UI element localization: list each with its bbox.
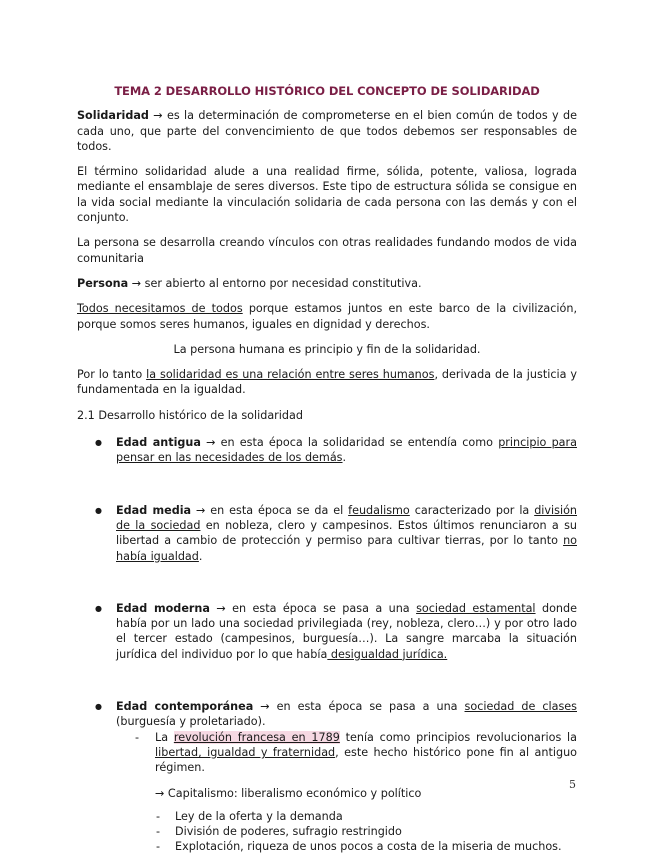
body-text: en esta época se da el <box>205 503 349 517</box>
body-text: tenía como principios revolucionarios la <box>339 730 577 744</box>
highlighted-text: revolución francesa en 1789 <box>173 730 340 744</box>
dash-list <box>116 730 577 776</box>
arrow-icon: → <box>216 601 226 615</box>
body-text: en esta época se pasa a una <box>269 700 465 714</box>
paragraph-todos <box>77 301 577 332</box>
body-text: Por lo tanto <box>77 368 147 382</box>
arrow-icon: → <box>260 700 270 714</box>
body-text: , este hecho histórico pone fin al antiguo régimen. <box>155 745 578 775</box>
era-contemporanea <box>77 699 577 855</box>
era-term: Edad antigua <box>116 436 201 450</box>
body-text: . <box>198 549 203 563</box>
body-text: , derivada de la justicia y fundamentada en la igualdad. <box>77 368 577 397</box>
arrow-icon: → <box>206 436 216 450</box>
body-text: . <box>342 451 347 465</box>
era-term: Edad contemporánea <box>116 700 254 714</box>
underlined-text: Todos necesitamos de todos <box>77 302 243 316</box>
body-text: en esta época se pasa a una <box>225 601 417 615</box>
arrow-icon: → <box>196 503 206 517</box>
era-term: Edad media <box>116 503 192 517</box>
definition-text: es la determinación de comprometerse en el bien común de todos y de cada uno, que parte del convencimiento de que todos debemos ser responsables de todos. <box>77 109 577 153</box>
body-text: porque estamos juntos en este barco de la civilización, porque somos seres humanos, iguales en dignidad y derechos. <box>77 302 578 331</box>
underlined-text: no había igualdad <box>116 534 577 563</box>
era-antigua <box>77 435 577 466</box>
page-title: TEMA 2 DESARROLLO HISTÓRICO DEL CONCEPTO DE SOLIDARIDAD <box>114 84 540 98</box>
centered-statement: La persona humana es principio y fin de la solidaridad. <box>173 342 481 356</box>
underlined-text: división de la sociedad <box>116 503 577 532</box>
section-heading: 2.1 Desarrollo histórico de la solidaridad <box>77 408 303 422</box>
paragraph-persona <box>77 276 577 291</box>
list-item: - Ley de la oferta y la demanda <box>155 809 577 824</box>
underlined-text: sociedad estamental <box>416 601 536 615</box>
term-solidaridad: Solidaridad <box>77 109 149 123</box>
dash-item-revolucion <box>116 730 577 776</box>
era-moderna <box>77 601 577 662</box>
paragraph-termino: El término solidaridad alude a una realidad firme, sólida, potente, valiosa, lograda mediante el ensamblaje de seres diversos. Este tipo de estructura sólida se consigue en la vida social mediante la vinculación solidaria de cada persona con las demás y con el conjunto. <box>77 165 577 225</box>
arrow-icon: → <box>131 276 142 290</box>
underlined-text: la solidaridad es una relación entre seres humanos <box>146 368 435 382</box>
paragraph-persona-vinculos: La persona se desarrolla creando vínculos con otras realidades fundando modos de vida comunitaria <box>77 236 577 265</box>
definition-text: ser abierto al entorno por necesidad constitutiva. <box>141 276 422 290</box>
list-item: - Explotación, riqueza de unos pocos a costa de la miseria de muchos. <box>155 839 577 854</box>
era-term: Edad moderna <box>116 601 210 615</box>
body-text: Capitalismo: liberalismo económico y político <box>164 786 422 800</box>
arrow-icon: → <box>155 786 165 800</box>
underlined-text: sociedad de clases <box>464 700 577 714</box>
underlined-text: feudalismo <box>348 503 410 517</box>
page-number: 5 <box>569 778 576 791</box>
body-text: donde había por un lado una sociedad privilegiada (rey, nobleza, clero…) y por otro lado el tercer estado (campesinos, burguesía…). La sangre marcaba la situación jurídica del individuo por lo que había <box>116 601 577 661</box>
capitalismo-line <box>116 786 577 801</box>
list-item: - División de poderes, sufragio restringido <box>155 824 577 839</box>
body-text: en nobleza, clero y campesinos. Estos últimos renunciaron a su libertad a cambio de protección y permiso para cultivar tierras, por lo tanto <box>116 518 577 548</box>
term-persona: Persona <box>77 276 129 290</box>
era-media <box>77 503 577 564</box>
paragraph-solidaridad <box>77 108 577 154</box>
arrow-icon: → <box>153 109 163 123</box>
body-text: La <box>155 730 174 744</box>
body-text: en esta época la solidaridad se entendía como <box>215 436 499 450</box>
underlined-text: desigualdad jurídica. <box>327 647 448 661</box>
era-list <box>77 435 577 855</box>
underlined-text: libertad, igualdad y fraternidad <box>155 745 336 759</box>
underlined-text: principio para pensar en las necesidades de los demás <box>116 436 577 465</box>
paragraph-por-lo-tanto <box>77 367 577 398</box>
body-text: (burguesía y proletariado). <box>116 715 266 729</box>
document-body <box>77 84 577 855</box>
body-text: caracterizado por la <box>409 503 535 517</box>
